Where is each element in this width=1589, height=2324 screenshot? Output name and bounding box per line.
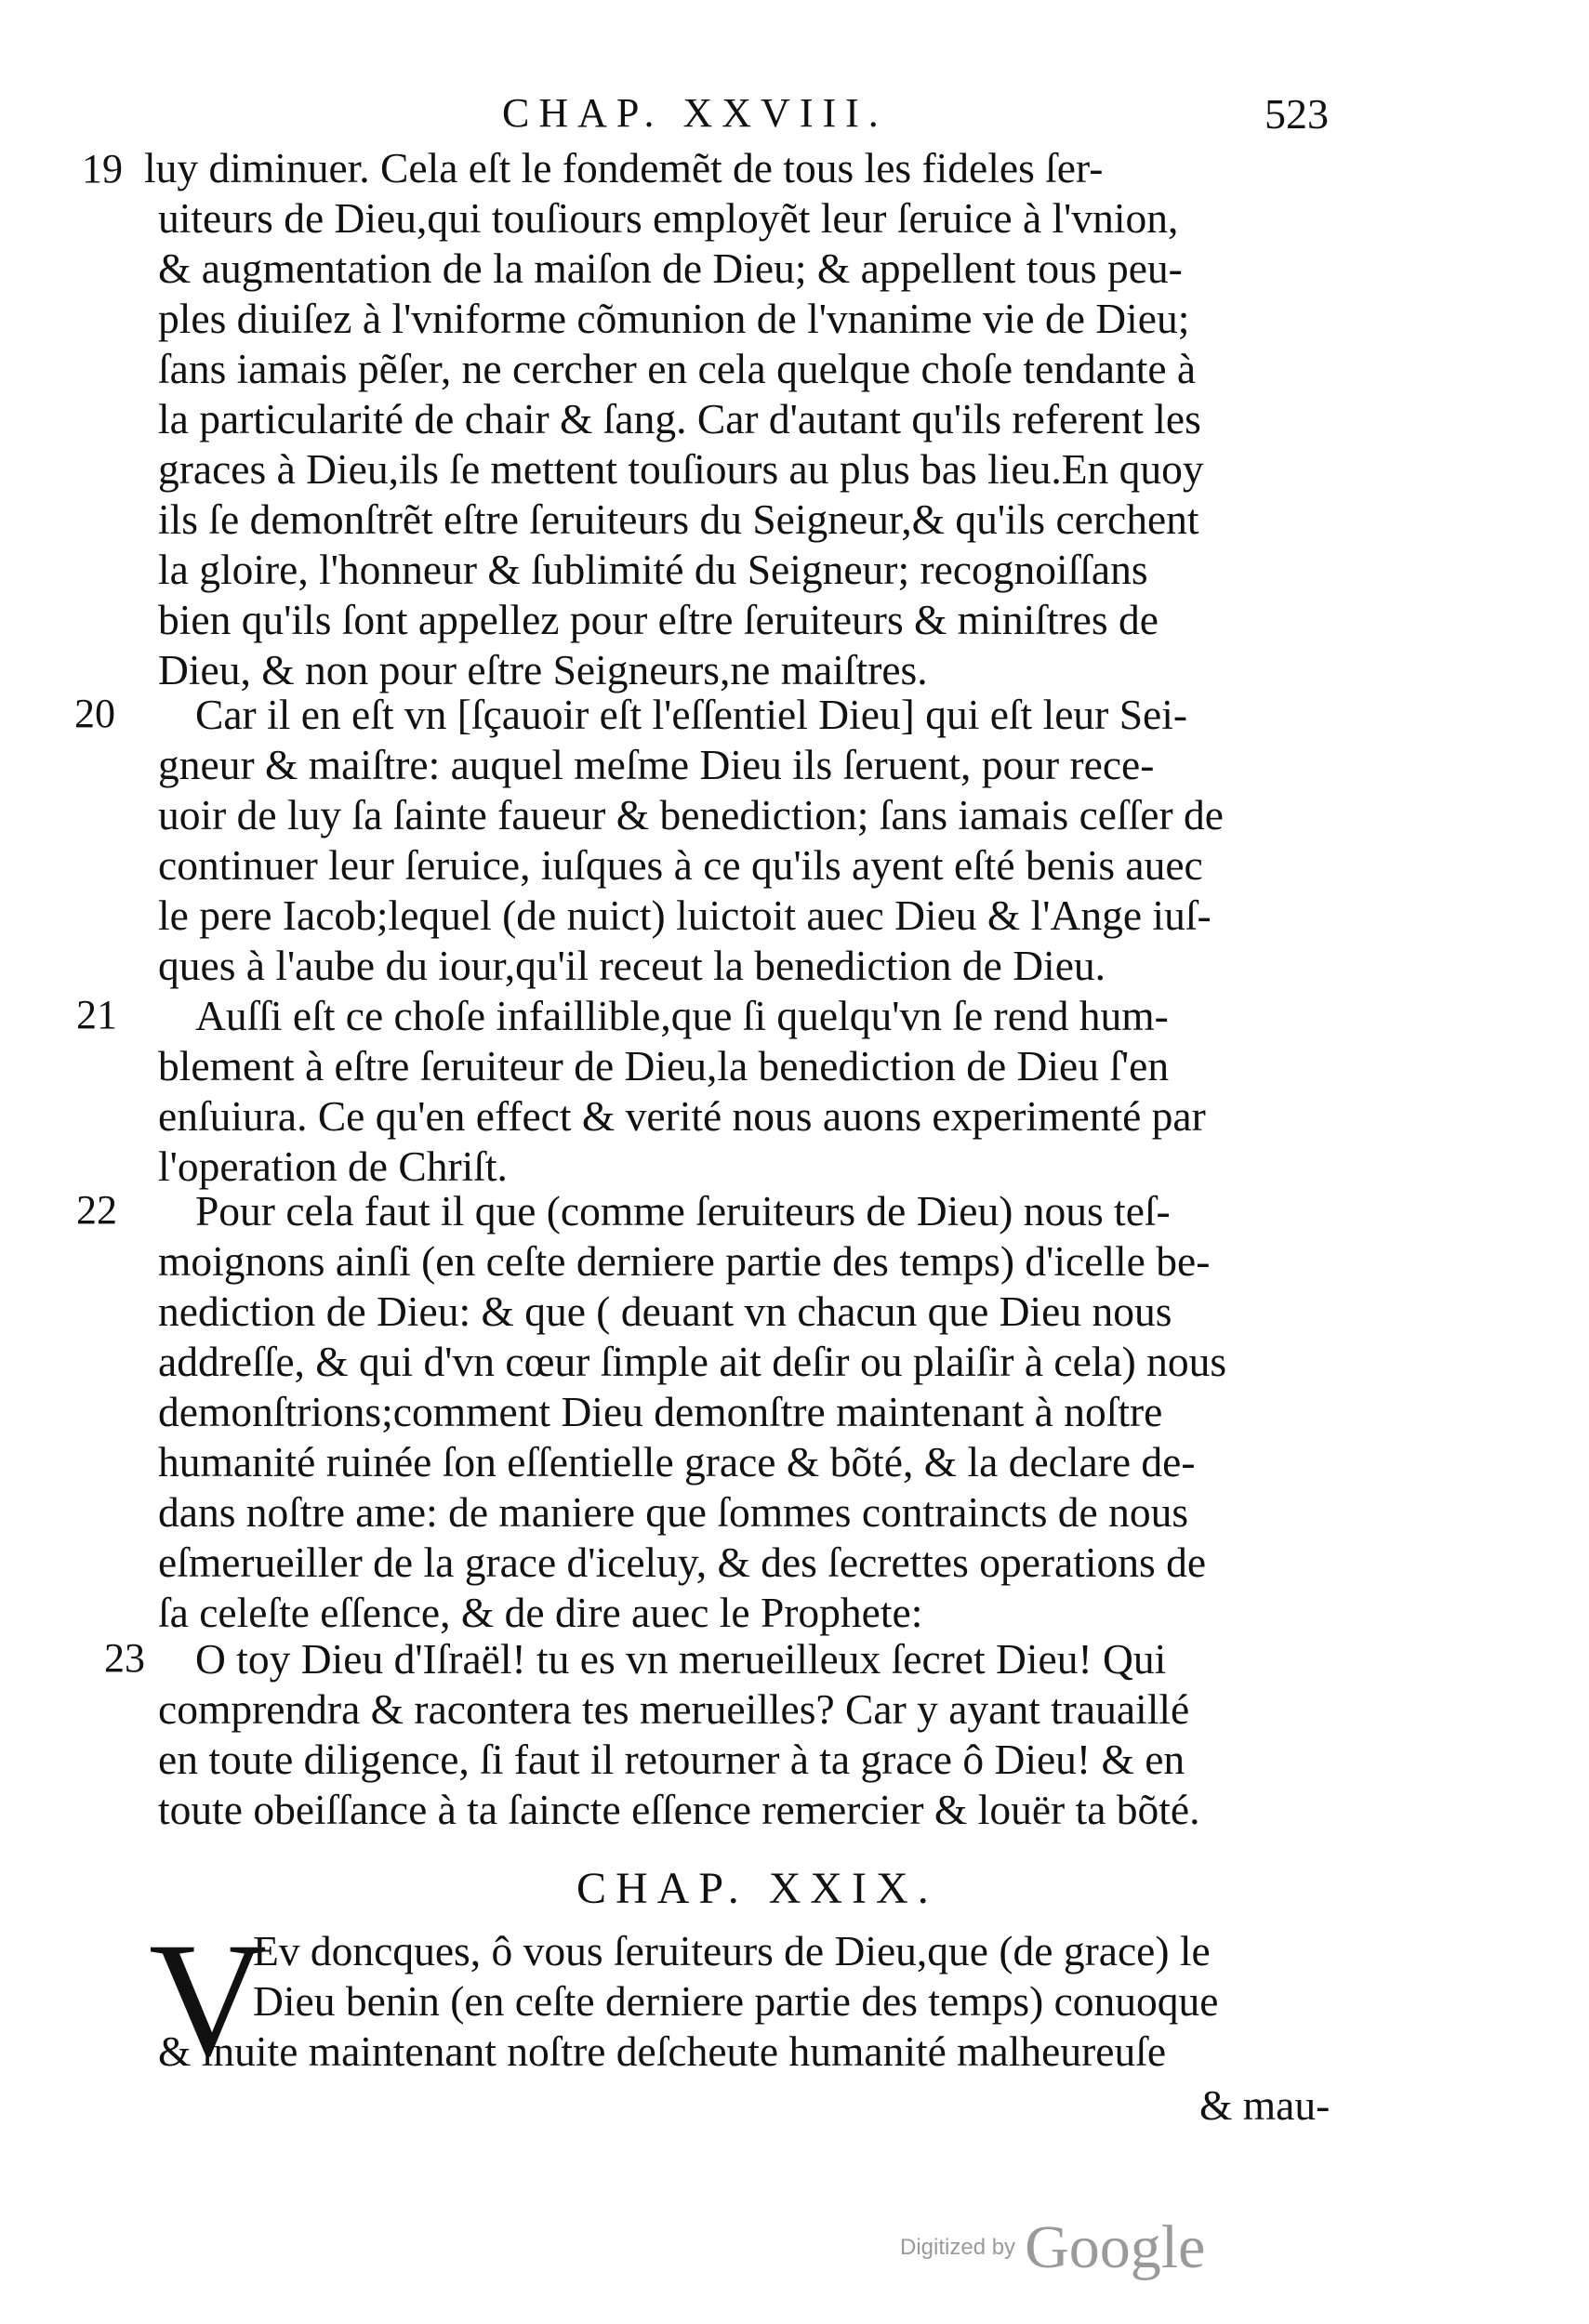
verse-number: 22 (76, 1187, 117, 1233)
text-line: & inuite maintenant noſtre deſcheute humanité malheureuſe (158, 2027, 1167, 2075)
text-line: graces à Dieu,ils ſe mettent touſiours au plus bas lieu.En quoy (158, 445, 1204, 493)
digitization-watermark (900, 2212, 1205, 2283)
text-line: demonſtrions;comment Dieu demonſtre maintenant à noſtre (158, 1388, 1163, 1435)
text-line: Dieu, & non pour eſtre Seigneurs,ne maiſtres. (158, 646, 928, 693)
text-line: toute obeiſſance à ta ſaincte eſſence remercier & louër ta bõté. (158, 1786, 1200, 1833)
text-line: luy diminuer. Cela eſt le fondemẽt de tous les fideles ſer- (144, 144, 1104, 191)
text-line: ſans iamais pẽſer, ne cercher en cela quelque choſe tendante à (158, 345, 1197, 392)
verse-number: 21 (76, 992, 117, 1037)
page-number: 523 (1265, 90, 1329, 138)
verse-number: 23 (104, 1635, 145, 1681)
text-line: uiteurs de Dieu,qui touſiours employẽt leur ſeruice à l'vnion, (158, 194, 1179, 242)
text-line: en toute diligence, ſi faut il retourner à ta grace ô Dieu! & en (158, 1736, 1185, 1783)
running-title: CHAP. XXVIII. (502, 90, 888, 136)
text-line: la particularité de chair & ſang. Car d'autant qu'ils referent les (158, 395, 1201, 442)
text-line: enſuiura. Ce qu'en effect & verité nous auons experimenté par (158, 1092, 1206, 1140)
verse-number: 19 (82, 146, 123, 191)
text-line: blement à eſtre ſeruiteur de Dieu,la benediction de Dieu ſ'en (158, 1042, 1170, 1089)
text-line: ples diuiſez à l'vniforme cõmunion de l'vnanime vie de Dieu; (158, 295, 1190, 342)
text-line: Auſſi eſt ce choſe infaillible,que ſi quelqu'vn ſe rend hum- (195, 992, 1169, 1039)
text-line: O toy Dieu d'Iſraël! tu es vn merueilleux ſecret Dieu! Qui (195, 1635, 1167, 1683)
text-line: ſa celeſte eſſence, & de dire auec le Prophete: (158, 1589, 923, 1636)
text-line: le pere Iacob;lequel (de nuict) luictoit auec Dieu & l'Ange iuſ- (158, 891, 1212, 939)
text-line: & augmentation de la maiſon de Dieu; & appellent tous peu- (158, 244, 1183, 292)
text-line: la gloire, l'honneur & ſublimité du Seigneur; recognoiſſans (158, 546, 1148, 593)
text-line: gneur & maiſtre: auquel meſme Dieu ils ſeruent, pour rece- (158, 741, 1155, 788)
catchword: & mau- (1199, 2081, 1331, 2129)
text-line: addreſſe, & qui d'vn cœur ſimple ait deſir ou plaiſir à cela) nous (158, 1338, 1227, 1385)
text-line: dans noſtre ame: de maniere que ſommes contraincts de nous (158, 1488, 1189, 1536)
text-line: ils ſe demonſtrẽt eſtre ſeruiteurs du Seigneur,& qu'ils cerchent (158, 495, 1199, 543)
text-line: eſmerueiller de la grace d'iceluy, & des ſecrettes operations de (158, 1538, 1207, 1586)
chapter-heading: CHAP. XXIX. (576, 1864, 938, 1913)
digitized-by-label: Digitized by (900, 2235, 1016, 2260)
text-line: l'operation de Chriſt. (158, 1142, 508, 1190)
text-line: humanité ruinée ſon eſſentielle grace & bõté, & la declare de- (158, 1438, 1196, 1486)
text-line: ques à l'aube du iour,qu'il receut la benediction de Dieu. (158, 942, 1106, 989)
text-line: Car il en eſt vn [ſçauoir eſt l'eſſentiel Dieu] qui eſt leur Sei- (195, 691, 1187, 738)
running-head (0, 89, 1589, 145)
google-logo: Google (1025, 2213, 1206, 2281)
text-line: comprendra & racontera tes merueilles? Car y ayant trauaillé (158, 1685, 1190, 1733)
text-line: Pour cela faut il que (comme ſeruiteurs de Dieu) nous teſ- (195, 1187, 1171, 1235)
text-line: Ev doncques, ô vous ſeruiteurs de Dieu,que (de grace) le (253, 1927, 1211, 1974)
text-line: Dieu benin (en ceſte derniere partie des temps) conuoque (253, 1977, 1219, 2025)
text-line: bien qu'ils ſont appellez pour eſtre ſeruiteurs & miniſtres de (158, 596, 1159, 643)
verse-number: 20 (74, 691, 115, 736)
text-line: continuer leur ſeruice, iuſques à ce qu'ils ayent eſté benis auec (158, 841, 1203, 889)
text-line: moignons ainſi (en ceſte derniere partie des temps) d'icelle be- (158, 1237, 1211, 1285)
drop-cap: V (149, 1909, 268, 2091)
text-line: nediction de Dieu: & que ( deuant vn chacun que Dieu nous (158, 1287, 1172, 1335)
text-line: uoir de luy ſa ſainte faueur & benediction; ſans iamais ceſſer de (158, 791, 1224, 838)
